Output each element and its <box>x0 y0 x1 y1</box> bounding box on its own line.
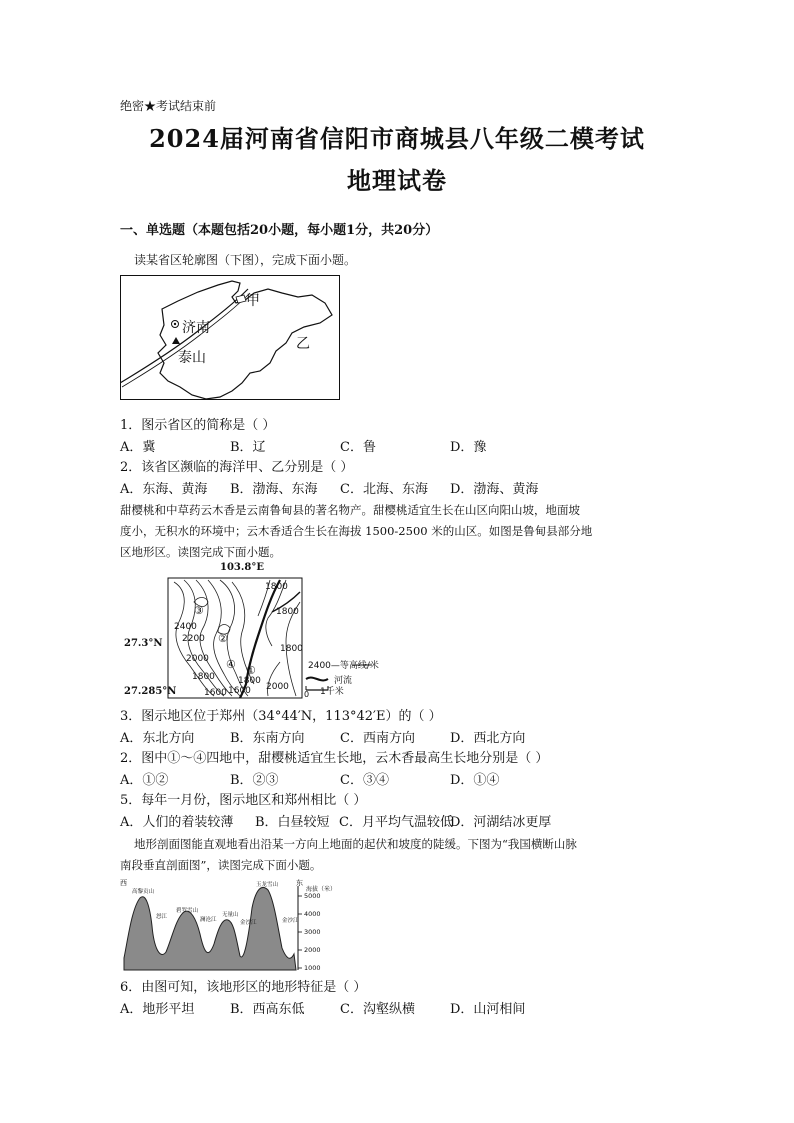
profile-peak-label: 玉龙雪山 <box>256 882 279 888</box>
profile-ytick: 3000 <box>304 928 321 936</box>
map2-point-4: ④ <box>226 658 236 671</box>
contour-label: 2000 <box>186 654 209 664</box>
q6-option-b[interactable]: B．西高东低 <box>230 1002 305 1017</box>
page-subtitle: 地理试卷 <box>347 166 447 195</box>
q5-option-a[interactable]: A．人们的着装较薄 <box>120 815 234 830</box>
map2-lat-1: 27.3°N <box>124 638 163 649</box>
contour-label: 2000 <box>266 682 289 692</box>
map2-point-2: ② <box>218 632 228 645</box>
q5-option-c[interactable]: C．月平均气温较低 <box>339 815 453 830</box>
q4-option-c[interactable]: C．③④ <box>340 773 389 788</box>
contour-label: 1800 <box>280 644 303 654</box>
legend-scale-km: 1千米 <box>320 687 344 697</box>
q2-option-a[interactable]: A．东海、黄海 <box>120 482 208 497</box>
profile-ytick: 1000 <box>304 964 321 972</box>
legend-contour: 2400—等高线/米 <box>308 661 379 671</box>
map2-point-3: ③ <box>194 604 204 617</box>
q6-option-d[interactable]: D．山河相间 <box>450 1002 526 1017</box>
contour-label: 1600 <box>204 688 227 698</box>
profile-ytick: 5000 <box>304 892 321 900</box>
profile-river-label: 澜沧江 <box>200 917 217 923</box>
map2-longitude: 103.8°E <box>220 562 264 573</box>
page-title: 2024届河南省信阳市商城县八年级二模考试 <box>149 124 645 153</box>
contour-map <box>120 562 380 706</box>
intro-text: 读某省区轮廓图（下图），完成下面小题。 <box>134 253 357 267</box>
q2-option-c[interactable]: C．北海、东海 <box>340 482 428 497</box>
contour-label: 1800 <box>192 672 215 682</box>
q4-option-b[interactable]: B．②③ <box>230 773 279 788</box>
contour-label: 1600 <box>228 686 251 696</box>
profile-terrain <box>124 887 296 970</box>
legend-scale-zero: 0 <box>304 690 310 699</box>
profile-peak-label: 无量山 <box>222 912 239 918</box>
question-6: 6．由图可知，该地形区的地形特征是（ ） <box>120 980 367 995</box>
question-2: 2．该省区濒临的海洋甲、乙分别是（ ） <box>120 460 354 475</box>
q4-option-a[interactable]: A．①② <box>120 773 169 788</box>
q1-option-b[interactable]: B．辽 <box>230 440 266 455</box>
q2-option-d[interactable]: D．渤海、黄海 <box>450 482 539 497</box>
passage-2-line-1: 甜樱桃和中草药云木香是云南鲁甸县的著名物产。甜樱桃适宜生长在山区向阳山坡，地面坡 <box>120 503 580 517</box>
map2-lat-2: 27.285°N <box>124 686 177 697</box>
taishan-label: 泰山 <box>178 350 206 366</box>
legend-river: 河流 <box>334 676 353 686</box>
contour-label: 1800 <box>238 676 261 686</box>
profile-east: 东 <box>296 879 303 887</box>
sea-jia-label: 甲 <box>246 293 260 309</box>
q6-option-a[interactable]: A．地形平坦 <box>120 1002 195 1017</box>
contour-label: 2400 <box>174 622 197 632</box>
question-5: 5．每年一月份，图示地区和郑州相比（ ） <box>120 793 367 808</box>
q1-option-d[interactable]: D．豫 <box>450 440 487 455</box>
question-1: 1．图示省区的简称是（ ） <box>120 418 276 433</box>
contour-label: 2200 <box>182 634 205 644</box>
profile-axis-label: 海拔（米） <box>306 886 337 893</box>
province-map <box>120 275 340 400</box>
terrain-profile <box>118 878 338 976</box>
q1-option-a[interactable]: A．冀 <box>120 440 156 455</box>
contour-label: 1800 <box>265 582 288 592</box>
q2-option-b[interactable]: B．渤海、东海 <box>230 482 318 497</box>
jinan-label: 济南 <box>182 320 210 336</box>
q4-option-d[interactable]: D．①④ <box>450 773 500 788</box>
q5-option-d[interactable]: D．河湖结冰更厚 <box>450 815 552 830</box>
profile-ytick: 2000 <box>304 946 321 954</box>
passage-2-line-3: 区地形区。读图完成下面小题。 <box>120 545 281 559</box>
profile-river-label: 怒江 <box>156 914 168 920</box>
q5-option-b[interactable]: B．白昼较短 <box>255 815 330 830</box>
question-4: 2．图中①～④四地中，甜樱桃适宜生长地，云木香最高生长地分别是（ ） <box>120 751 549 766</box>
profile-west: 西 <box>120 879 127 887</box>
passage-3-line-2: 南段垂直剖面图”，读图完成下面小题。 <box>120 858 322 872</box>
secret-label: 绝密★考试结束前 <box>120 99 217 113</box>
q3-option-d[interactable]: D．西北方向 <box>450 731 526 746</box>
sea-yi-label: 乙 <box>296 336 310 352</box>
legend-river-symbol <box>306 678 328 681</box>
profile-river-label: 金沙江 <box>282 918 299 924</box>
map2-point-1: ① <box>246 664 256 677</box>
profile-peak-label: 高黎贡山 <box>132 889 155 895</box>
contour-label: 1800 <box>276 607 299 617</box>
q6-option-c[interactable]: C．沟壑纵横 <box>340 1002 415 1017</box>
q3-option-b[interactable]: B．东南方向 <box>230 731 305 746</box>
passage-3-line-1: 地形剖面图能直观地看出沿某一方向上地面的起伏和坡度的陡缓。下图为“我国横断山脉 <box>134 837 577 851</box>
profile-peak-label: 碧罗雪山 <box>176 908 199 914</box>
profile-ytick: 4000 <box>304 910 321 918</box>
q3-option-c[interactable]: C．西南方向 <box>340 731 415 746</box>
section-heading: 一、单选题（本题包括20小题，每小题1分，共20分） <box>120 223 439 238</box>
passage-2-line-2: 度小，无积水的环境中；云木香适合生长在海拔 1500-2500 米的山区。如图是鲁甸县部分地 <box>120 524 593 538</box>
question-3: 3．图示地区位于郑州（34°44′N，113°42′E）的（ ） <box>120 709 442 724</box>
profile-river-label: 金沙江 <box>240 920 257 926</box>
q3-option-a[interactable]: A．东北方向 <box>120 731 195 746</box>
q1-option-c[interactable]: C．鲁 <box>340 440 376 455</box>
